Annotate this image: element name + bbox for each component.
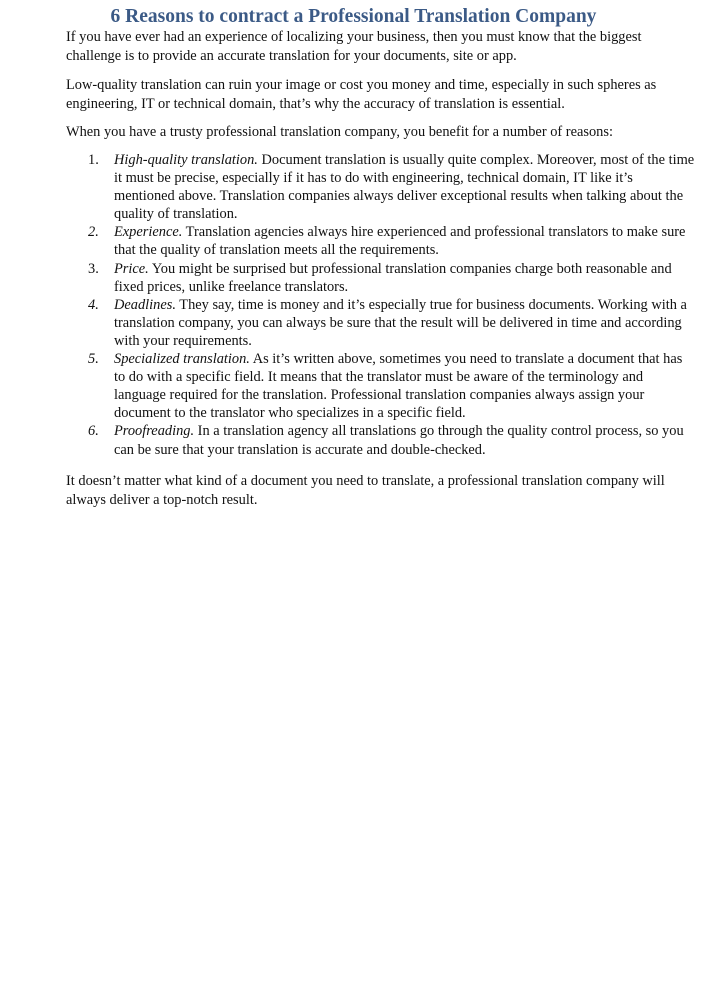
reason-text: Translation agencies always hire experienced and professional translators to make sure that the quality of translation meets all the requirements.	[114, 224, 686, 259]
reason-term: Price.	[114, 260, 149, 277]
reason-text: In a translation agency all translations go through the quality control process, so you can be sure that your translation is accurate and double-checked.	[114, 423, 684, 458]
list-number: 2.	[88, 224, 99, 241]
page-title: 6 Reasons to contract a Professional Translation Company	[110, 6, 597, 27]
list-item-proofreading	[66, 422, 696, 458]
intro-paragraph: If you have ever had an experience of localizing your business, then you must know that the biggest challenge is to provide an accurate translation for your documents, site or app.	[66, 29, 642, 64]
list-item-price	[66, 260, 696, 296]
reason-term: Experience.	[114, 224, 183, 241]
reason-term: High-quality translation.	[114, 152, 258, 168]
benefits-lead-paragraph: When you have a trusty professional translation company, you benefit for a number of reasons:	[66, 124, 613, 140]
reason-text: You might be surprised but professional translation companies charge both reasonable and fixed prices, unlike freelance translators.	[114, 260, 672, 295]
quality-paragraph: Low-quality translation can ruin your image or cost you money and time, especially in such spheres as engineering, IT or technical domain, that’s why the accuracy of translation is essential.	[66, 77, 657, 112]
list-item-deadlines	[66, 296, 696, 350]
list-item-experience	[66, 223, 696, 259]
list-item-specialized	[66, 350, 696, 422]
reason-term: Proofreading.	[114, 423, 195, 440]
reasons-list	[66, 151, 696, 459]
reason-text: Document translation is usually quite complex. Moreover, most of the time it must be precise, especially if it has to do with engineering, technical domain, IT like it’s mentioned above. Translation companies always deliver exceptional results when talking about the quality of translation.	[114, 152, 695, 223]
reason-term: Specialized translation.	[114, 351, 250, 368]
reason-text: As it’s written above, sometimes you need to translate a document that has to do with a specific field. It means that the translator must be aware of the terminology and language required for the translation. Professional translation companies always assign your document to the translator who specializes in a specific field.	[114, 351, 683, 422]
list-item-high-quality	[66, 151, 696, 223]
list-number: 5.	[88, 351, 99, 368]
list-number: 3.	[88, 260, 99, 277]
list-number: 6.	[88, 423, 99, 440]
reason-text: They say, time is money and it’s especially true for business documents. Working with a translation company, you can always be sure that the result will be delivered in time and according with your requirements.	[114, 296, 687, 349]
list-number: 4.	[88, 296, 99, 313]
reason-term: Deadlines.	[114, 296, 176, 313]
conclusion-paragraph: It doesn’t matter what kind of a document you need to translate, a professional translation company will always deliver a top-notch result.	[66, 473, 665, 508]
list-number: 1.	[88, 152, 99, 168]
